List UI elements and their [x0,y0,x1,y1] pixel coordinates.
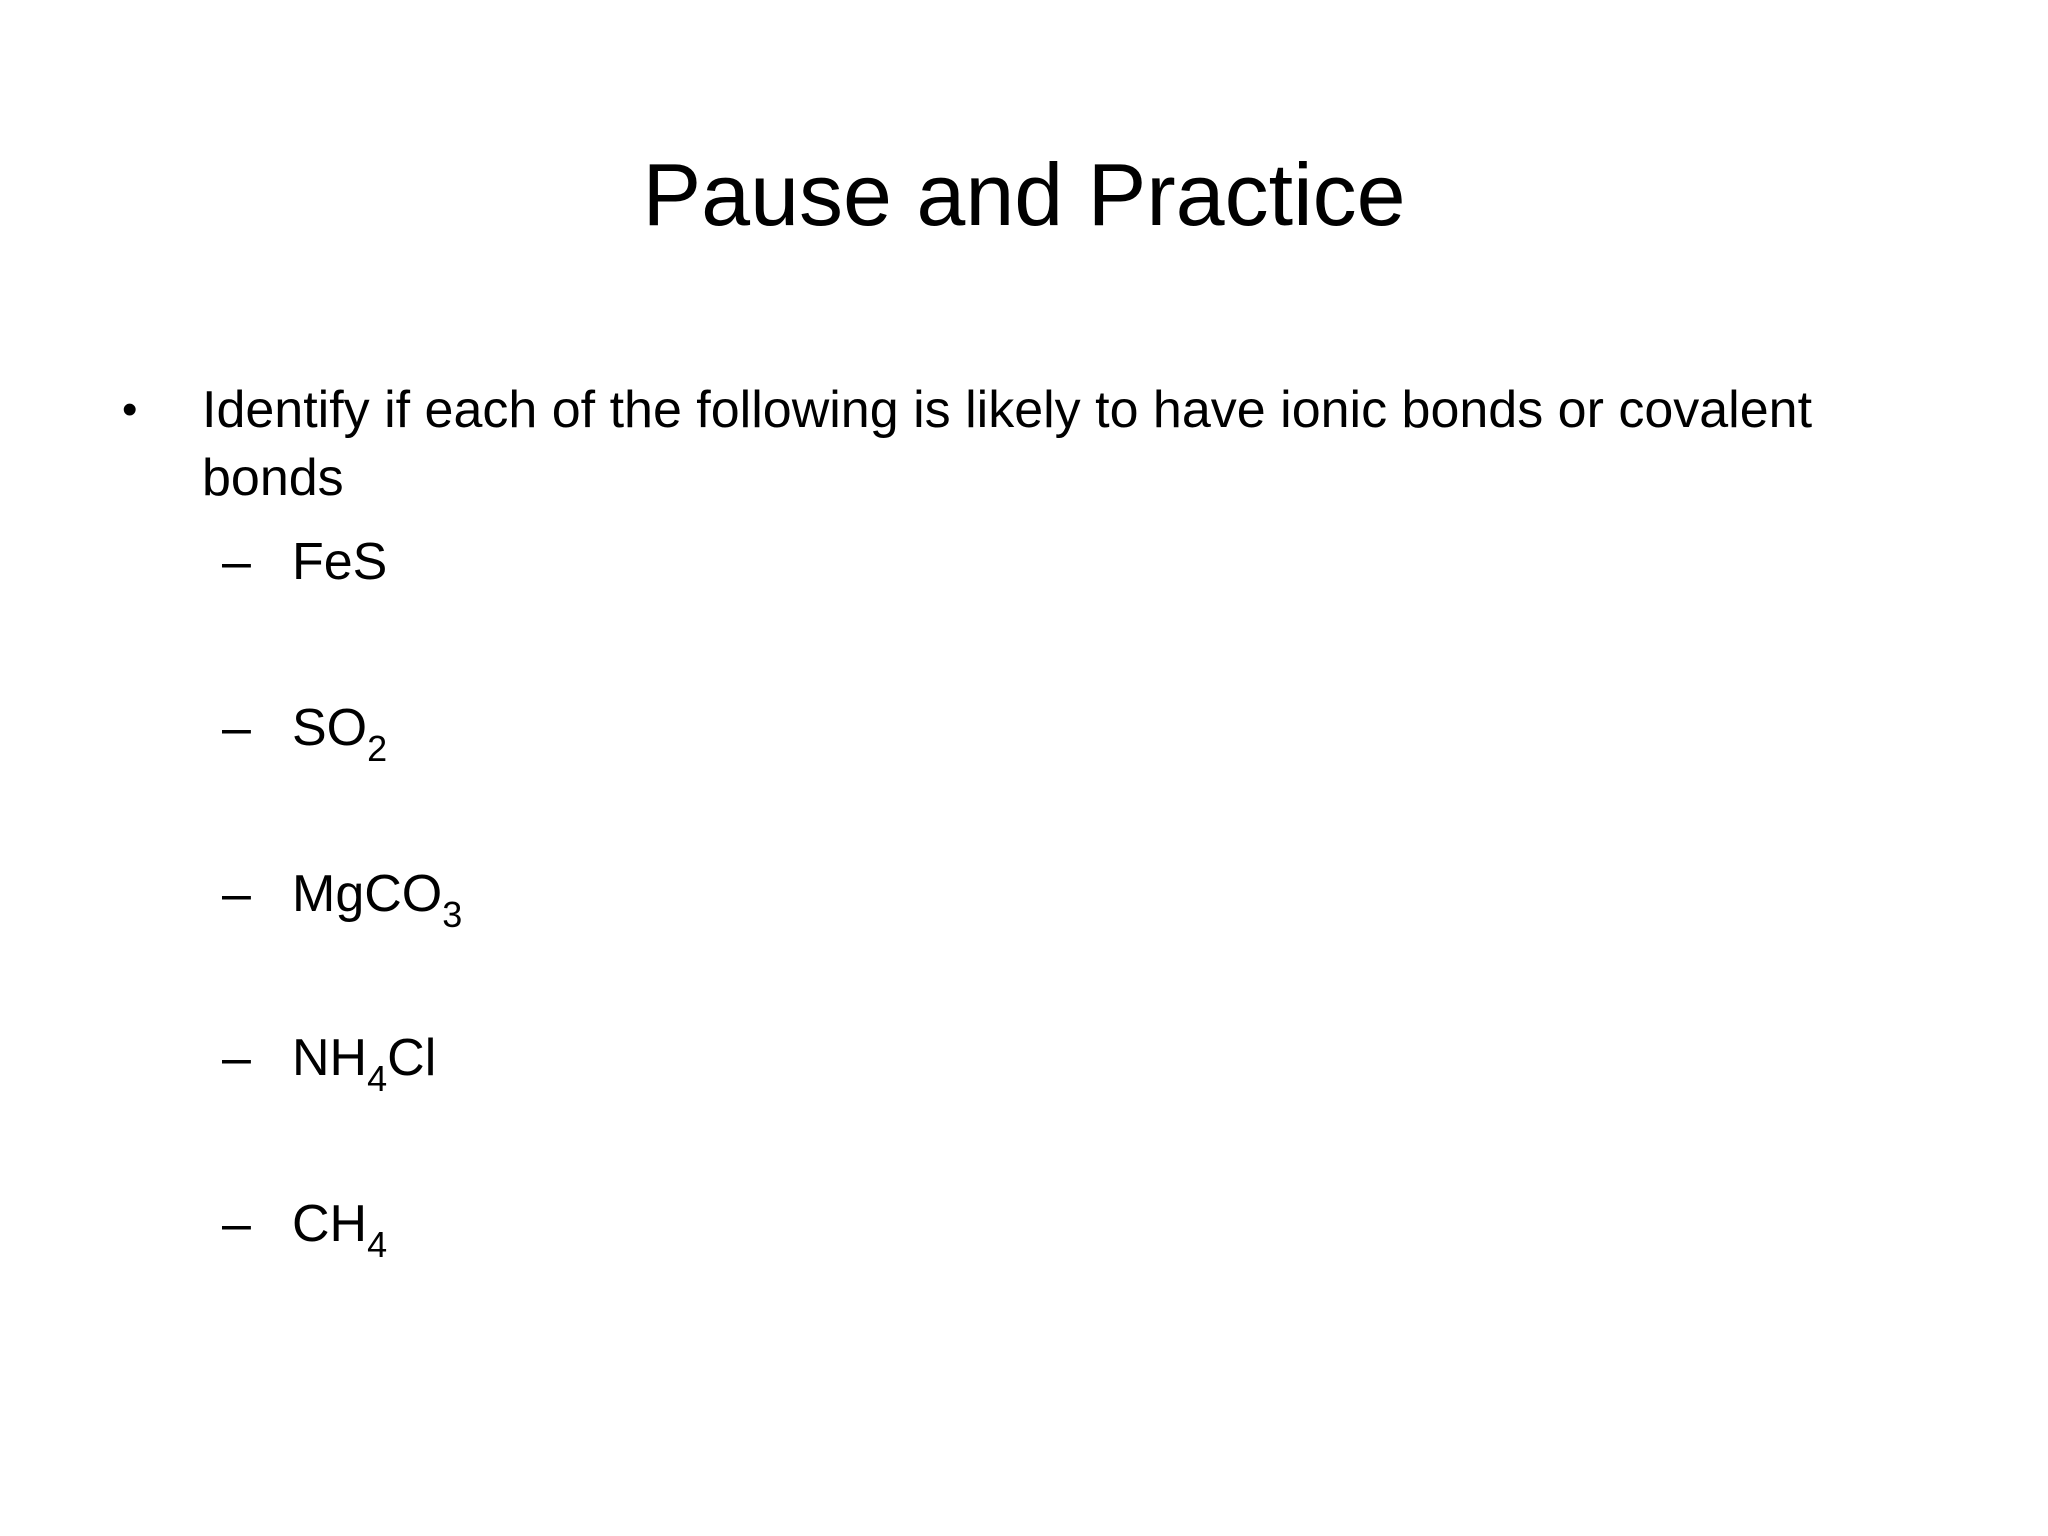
dash-marker: – [222,1195,251,1253]
sub-item-fes [222,528,387,596]
formula-subscript: 4 [367,1224,388,1265]
formula-text: CH [292,1195,368,1253]
sub-item-so2 [222,694,388,769]
formula-text: MgCO [292,865,443,923]
formula-subscript: 2 [367,728,388,769]
sub-item-ch4 [222,1190,388,1265]
formula-text: SO [292,699,368,757]
slide-title: Pause and Practice [642,145,1406,244]
bullet-text: Identify if each of the following is likely to have ionic bonds or covalent bonds [202,381,1813,507]
formula-subscript: 3 [442,894,463,935]
formula-text: FeS [292,533,388,591]
formula-text: NH [292,1029,368,1087]
formula-subscript: 4 [367,1058,388,1099]
formula [292,1024,437,1099]
formula [292,860,463,935]
dash-marker: – [222,865,251,923]
sub-item-nh4cl [222,1024,437,1099]
dash-marker: – [222,699,251,757]
formula [292,694,388,769]
dash-marker: – [222,1029,251,1087]
sub-item-mgco3 [222,860,463,935]
dash-marker: – [222,533,251,591]
formula [292,528,387,596]
formula-text: Cl [387,1029,437,1087]
formula [292,1190,388,1265]
bullet-marker: • [122,385,138,434]
